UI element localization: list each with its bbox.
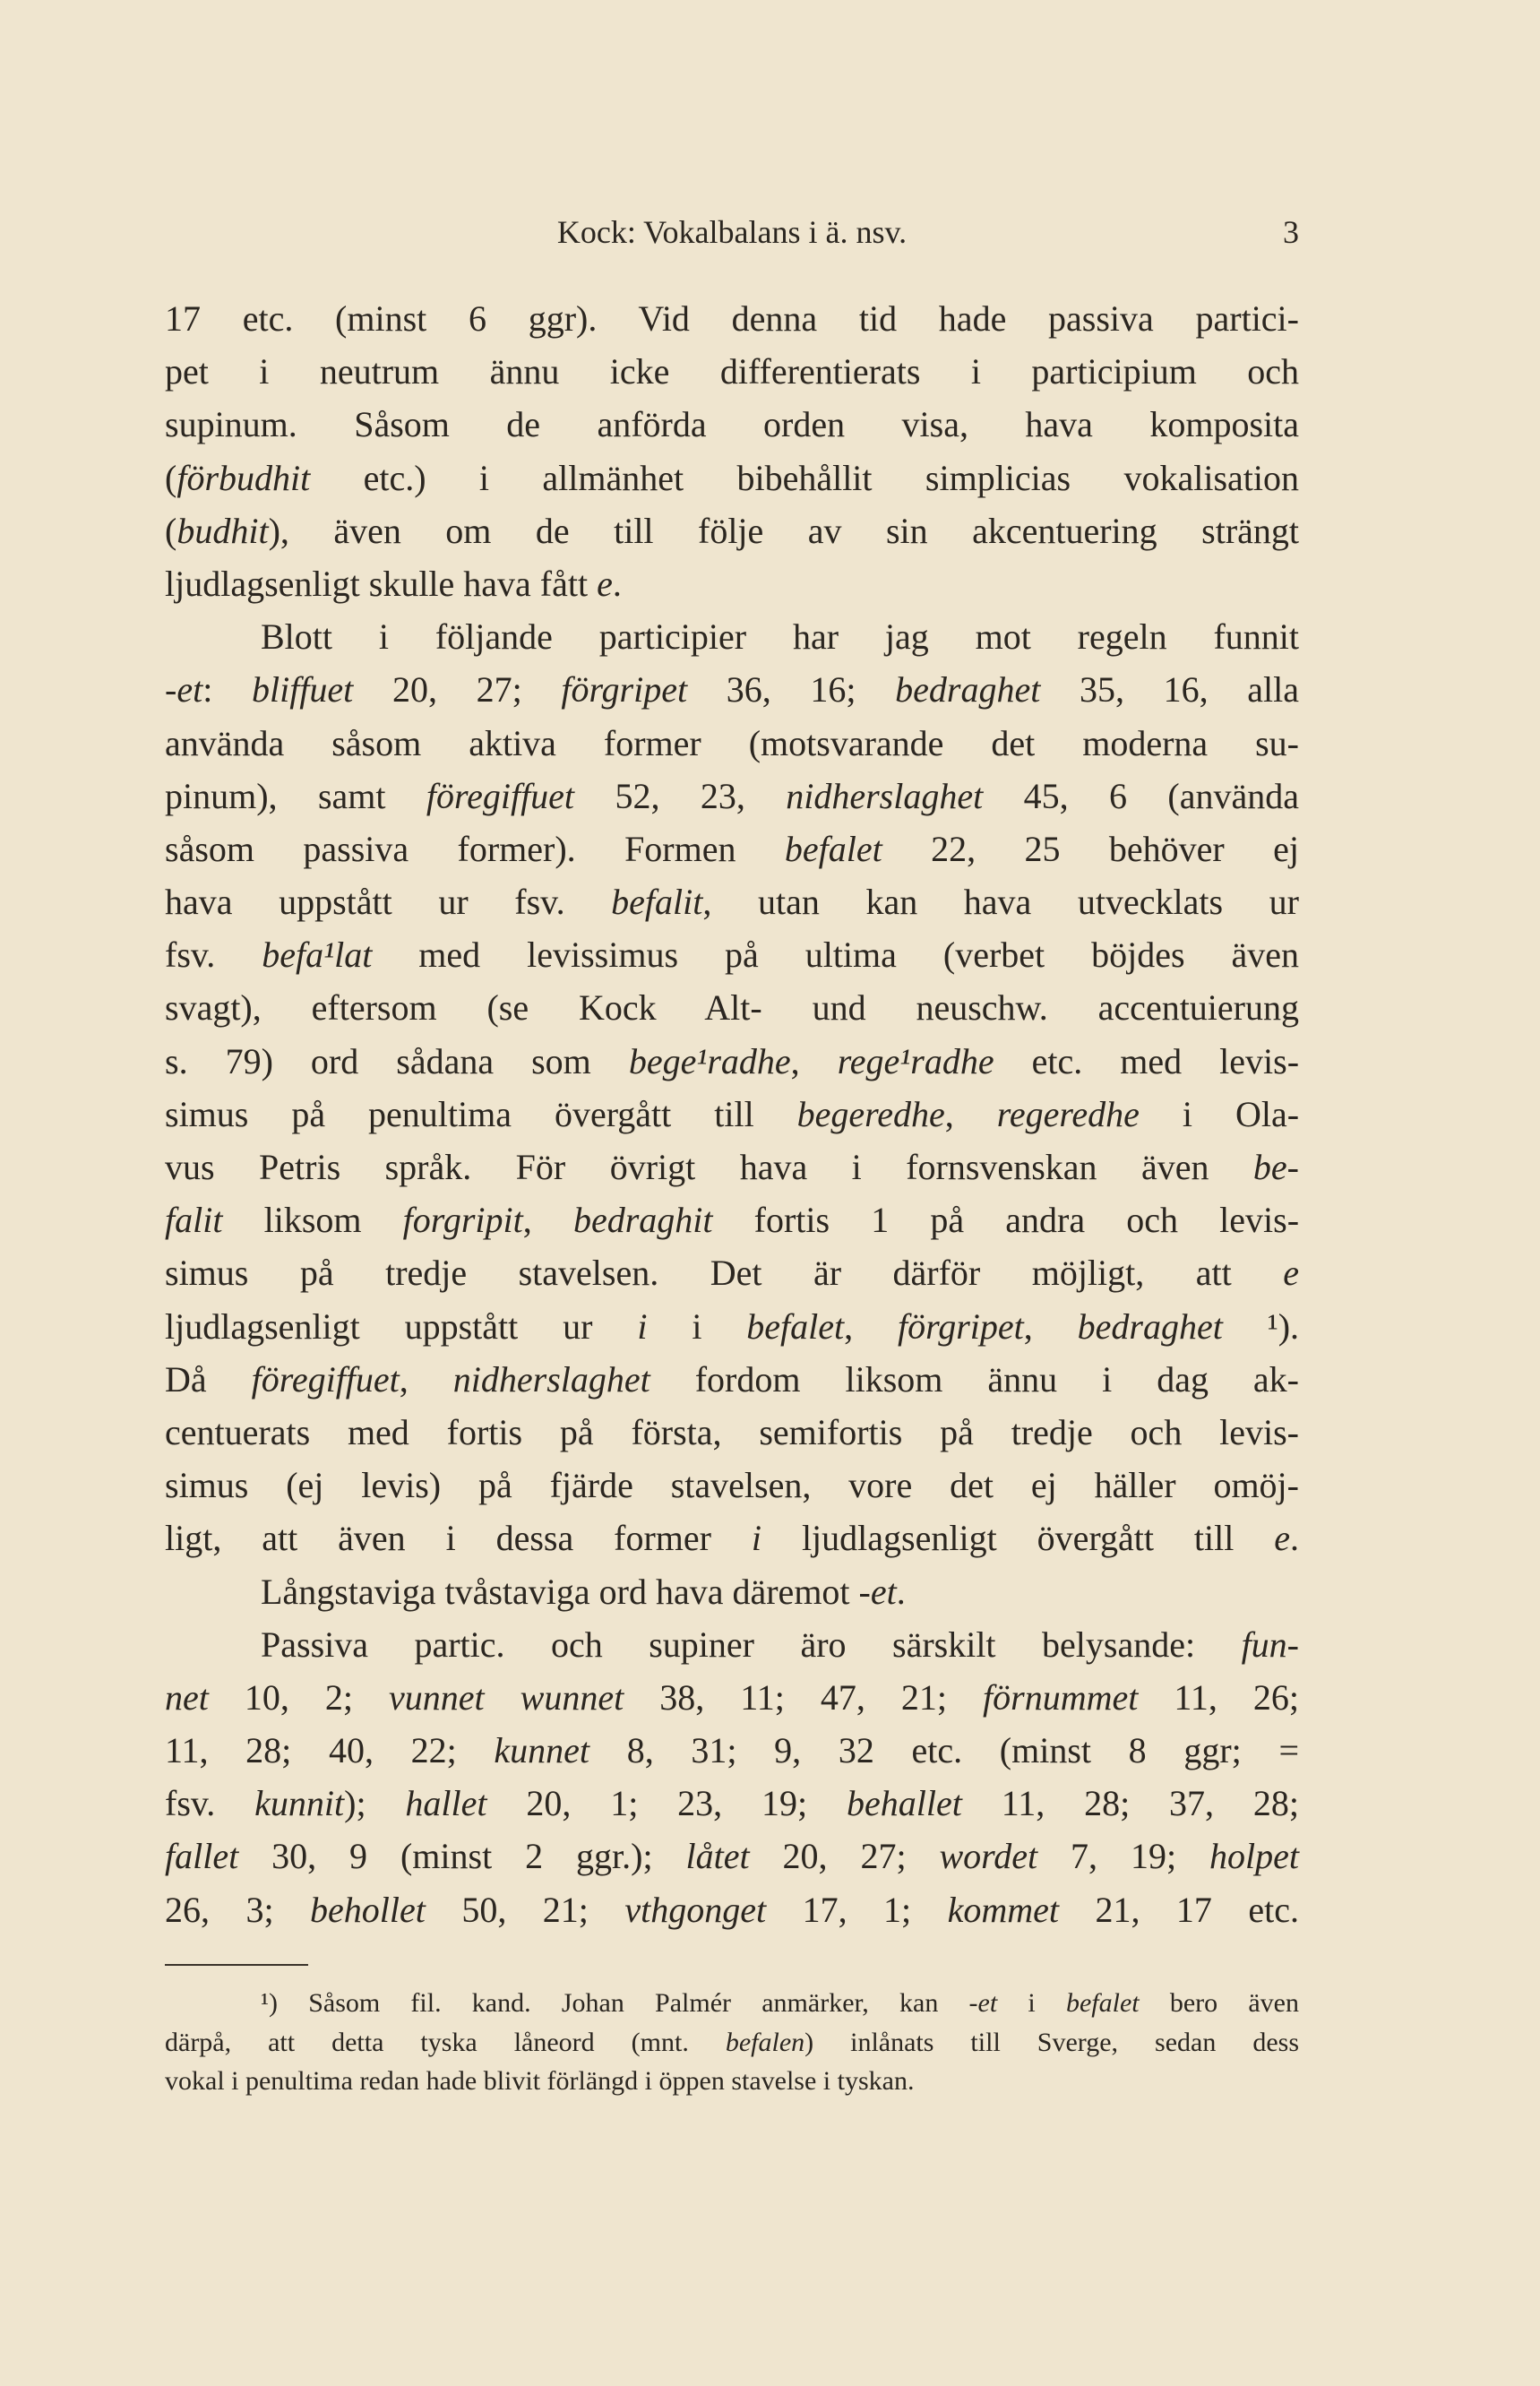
italic-term: nidherslaghet [452,1358,650,1400]
italic-term: kunnet [494,1730,590,1771]
text-run: , [944,1093,997,1134]
text-run: vokal i penultima redan hade blivit förlängd i öppen stavelse i tyskan. [165,2066,915,2096]
text-run: med levissimus på ultima (verbet böjdes även [372,935,1299,976]
text-line [165,770,1299,823]
italic-term: rege¹radhe [837,1040,994,1081]
text-run: supinum. Såsom de anförda orden visa, hava komposita [165,404,1299,445]
text-line [165,1141,1299,1193]
text-run: . [1290,1518,1299,1559]
text-line [165,875,1299,928]
text-run: etc.) i allmänhet bibehållit simplicias vokalisation [310,457,1299,498]
text-run: ( [165,510,177,551]
text-line [165,1671,1299,1724]
italic-term: befalet [746,1305,845,1347]
italic-term: e [1274,1518,1290,1559]
text-line [165,292,1299,345]
text-run: vus Petris språk. För övrigt hava i fornsvenskan även [165,1147,1253,1187]
text-line [165,1830,1299,1882]
italic-term: vthgonget [624,1889,767,1930]
text-run: ), även om de till följe av sin akcentuering strängt [268,510,1299,551]
italic-term: kunnit [254,1783,345,1824]
text-run: 7, 19; [1037,1836,1209,1877]
text-run: ligt, att även i dessa former [165,1518,752,1559]
italic-term: holpet [1209,1836,1299,1877]
text-run: 17 etc. (minst 6 ggr). Vid denna tid hade passiva partici- [165,298,1299,339]
text-run: 20, 1; 23, 19; [486,1783,847,1824]
footnote-line [165,2062,1299,2101]
italic-term: bedraghet [1077,1305,1223,1347]
italic-term: bege¹radhe [628,1040,791,1081]
italic-term: i [751,1518,762,1559]
italic-term: e [1283,1253,1299,1294]
text-run: ljudlagsenligt uppstått ur [165,1305,638,1347]
italic-term: befalen [725,2027,805,2057]
italic-term: vunnet wunnet [389,1676,624,1718]
text-line [165,1193,1299,1246]
italic-term: behallet [847,1783,962,1824]
text-run: 11, 28; 40, 22; [165,1730,495,1771]
text-run: , [522,1200,573,1241]
text-run: 21, 17 etc. [1059,1889,1299,1930]
text-run: pinum), samt [165,775,426,816]
text-run: 11, 26; [1138,1676,1299,1718]
text-run: centuerats med fortis på första, semifortis på tredje och levis- [165,1411,1299,1452]
text-line [165,1777,1299,1830]
text-line [165,1883,1299,1936]
text-line [165,610,1299,663]
footnote-line [165,1984,1299,2023]
italic-term: e [597,563,613,604]
text-run: pet i neutrum ännu icke differentierats i participium och [165,351,1299,392]
italic-term: i [637,1305,648,1347]
text-line [165,1406,1299,1459]
italic-term: bliffuet [251,669,354,711]
text-run: , [399,1358,453,1400]
text-run: Långstaviga tvåstaviga ord hava däremot - [261,1571,871,1612]
italic-term: befa¹lat [262,935,373,976]
text-line [165,557,1299,610]
text-run: Blott i följande participier har jag mot regeln funnit [261,616,1299,658]
text-line [165,928,1299,981]
italic-term: förnummet [983,1676,1139,1718]
text-run: simus på penultima övergått till [165,1093,797,1134]
italic-term: fallet [165,1836,239,1877]
text-run: i [647,1305,747,1347]
italic-term: bedraghit [572,1200,713,1241]
italic-term: befalet [784,828,882,869]
italic-term: forgripit [402,1200,523,1241]
text-run: , utan kan hava utvecklats ur [702,882,1299,923]
text-run: , [790,1040,838,1081]
text-run: 20, 27; [749,1836,940,1877]
text-run: 45, 6 (använda [983,775,1300,816]
text-run: i [997,1988,1066,2018]
text-line [165,1246,1299,1299]
text-line [165,345,1299,398]
text-run: fsv. [165,1783,255,1824]
italic-term: föregiffuet [426,775,575,816]
text-run: 11, 28; 37, 28; [961,1783,1299,1824]
italic-term: begeredhe [796,1093,945,1134]
italic-term: budhit [176,510,269,551]
italic-term: et [870,1571,897,1612]
text-run: 17, 1; [766,1889,948,1930]
italic-term: låtet [685,1836,750,1877]
text-run: fortis 1 på andra och levis- [712,1200,1300,1241]
text-run: fordom liksom ännu i dag ak- [650,1358,1299,1400]
italic-term: behollet [310,1889,426,1930]
italic-term: wordet [939,1836,1038,1877]
text-line [165,1512,1299,1564]
italic-term: be- [1252,1147,1299,1187]
italic-term: befalit [611,882,703,923]
italic-term: regeredhe [996,1093,1140,1134]
italic-term: falit [165,1200,223,1241]
footnotes [165,1984,1299,2101]
page-number: 3 [1283,214,1299,250]
text-run: ljudlagsenligt skulle hava fått [165,563,598,604]
text-run: 35, 16, alla [1040,669,1299,711]
text-run: simus (ej levis) på fjärde stavelsen, vore det ej häller omöj- [165,1465,1299,1506]
text-run: ); [344,1783,406,1824]
text-line [165,398,1299,451]
text-run: 26, 3; [165,1889,311,1930]
text-run: Då [165,1358,252,1400]
text-run: s. 79) ord sådana som [165,1040,629,1081]
text-run: etc. med levis- [994,1040,1300,1081]
page-header [165,213,1299,258]
text-run: såsom passiva former). Formen [165,828,785,869]
text-line [165,504,1299,557]
text-run: i Ola- [1139,1093,1300,1134]
text-line [165,1300,1299,1353]
text-run: hava uppstått ur fsv. [165,882,612,923]
text-line [165,1618,1299,1671]
text-run: fsv. [165,935,262,976]
italic-term: net [165,1676,209,1718]
text-line [165,981,1299,1034]
text-line [165,1459,1299,1512]
text-run: 36, 16; [687,669,896,711]
italic-term: et [977,1988,998,2018]
text-run: simus på tredje stavelsen. Det är därför möjligt, att [165,1253,1284,1294]
text-run: 30, 9 (minst 2 ggr.); [238,1836,686,1877]
italic-term: fun- [1241,1624,1299,1665]
body-text [165,292,1299,1936]
running-title: Kock: Vokalbalans i ä. nsv. [556,214,908,250]
text-run: 20, 27; [353,669,562,711]
text-run: 8, 31; 9, 32 etc. (minst 8 ggr; = [589,1730,1300,1771]
text-run: , [1023,1305,1078,1347]
text-run: . [612,563,622,604]
italic-term: förgripet [898,1305,1024,1347]
italic-term: et [176,669,203,711]
italic-term: förgripet [561,669,688,711]
text-line [165,452,1299,504]
italic-term: nidherslaghet [786,775,984,816]
italic-term: befalet [1065,1988,1140,2018]
text-run: , [844,1305,899,1347]
text-run: använda såsom aktiva former (motsvarande det moderna su- [165,722,1299,763]
text-line [165,1565,1299,1618]
footnote-line [165,2023,1299,2063]
text-run: ¹). [1222,1305,1300,1347]
italic-term: föregiffuet [251,1358,400,1400]
text-run: ) inlånats till Sverge, sedan dess [804,2027,1299,2057]
text-line [165,1724,1299,1777]
text-line [165,1035,1299,1088]
text-run: ( [165,457,177,498]
text-line [165,717,1299,770]
italic-term: förbudhit [176,457,311,498]
text-run: - [165,669,177,711]
italic-term: bedraghet [895,669,1041,711]
text-run: ljudlagsenligt övergått till [761,1518,1275,1559]
text-line [165,823,1299,875]
text-run: 22, 25 behöver ej [882,828,1299,869]
text-run: 50, 21; [425,1889,625,1930]
text-run: Passiva partic. och supiner äro särskilt belysande: [261,1624,1242,1665]
footnote-rule [165,1964,308,1966]
text-line [165,1353,1299,1406]
text-run: ¹) Såsom fil. kand. Johan Palmér anmärker, kan - [261,1988,978,2018]
italic-term: hallet [405,1783,487,1824]
text-run: 38, 11; 47, 21; [624,1676,984,1718]
text-run: . [896,1571,906,1612]
text-run: 10, 2; [208,1676,390,1718]
text-run: : [202,669,252,711]
text-run: bero även [1139,1988,1299,2018]
text-line [165,663,1299,716]
text-run: liksom [222,1200,403,1241]
text-run: därpå, att detta tyska låneord (mnt. [165,2027,726,2057]
text-line [165,1088,1299,1141]
text-run: svagt), eftersom (se Kock Alt- und neuschw. accentuierung [165,987,1299,1029]
text-run: 52, 23, [574,775,787,816]
italic-term: kommet [947,1889,1059,1930]
